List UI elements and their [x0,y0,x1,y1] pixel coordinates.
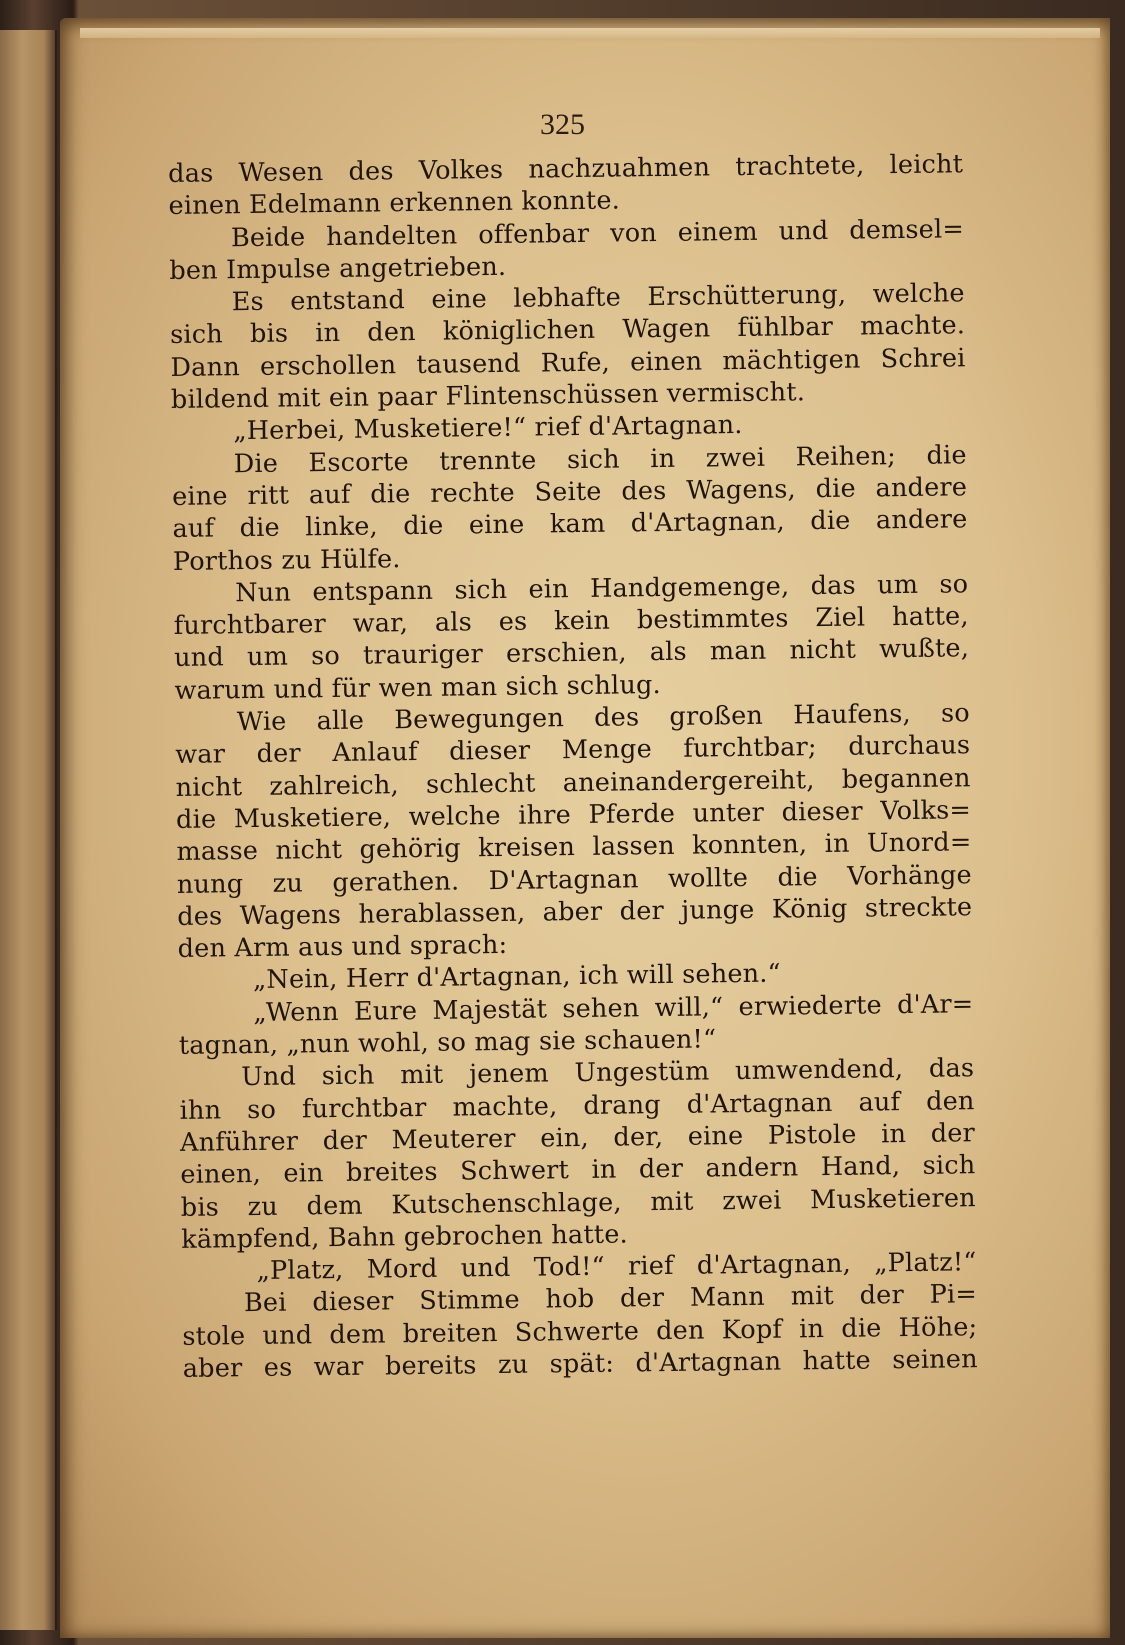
text-line: des Wagens herablassen, aber der junge König streckte [177,892,973,932]
text-line: aber es war bereits zu spät: d'Artagnan hatte seinen [182,1344,978,1384]
text-line: das Wesen des Volkes nachzuahmen trachtete, leicht [168,149,964,189]
text-line: einen Edelmann erkennen konnte. [168,185,621,222]
text-line: masse nicht gehörig kreisen lassen konnten, in Unord= [176,827,972,868]
text-line: und um so trauriger erschien, als man nicht wußte, [173,633,970,674]
text-line: Es entstand eine lebhafte Erschütterung, welche [231,278,965,318]
text-line: kämpfend, Bahn gebrochen hatte. [181,1219,629,1255]
text-line: tagnan, „nun wohl, so mag sie schauen!“ [178,1024,717,1061]
text-line: „Wenn Eure Majestät sehen will,“ erwiederte d'Ar= [253,988,974,1028]
facing-page-edge [0,30,57,1630]
text-line: Und sich mit jenem Ungestüm umwendend, das [241,1053,975,1093]
text-line: „Herbei, Musketiere!“ rief d'Artagnan. [233,410,743,447]
page-top-edge [80,28,1100,38]
text-line: nicht zahlreich, schlecht aneinandergereiht, begannen [175,762,971,803]
text-line: eine ritt auf die rechte Seite des Wagens, die andere [171,472,968,512]
text-line: furchtbarer war, als es kein bestimmtes Ziel hatte, [173,601,969,642]
page-number: 325 [540,108,585,141]
text-line: auf die linke, die eine kam d'Artagnan, die andere [172,504,968,545]
text-line: die Musketiere, welche ihre Pferde unter dieser Volks= [175,795,972,835]
text-line: war der Anlauf dieser Menge furchtbar; durchaus [175,730,971,771]
text-line: Porthos zu Hülfe. [172,543,401,577]
text-line: Die Escorte trennte sich in zwei Reihen; die [233,439,967,479]
text-line: bis zu dem Kutschenschlage, mit zwei Musketieren [180,1182,976,1223]
text-line: Anführer der Meuterer ein, der, eine Pistole in der [179,1118,976,1158]
text-line: „Nein, Herr d'Artagnan, ich will sehen.“ [252,958,782,996]
text-line: Dann erschollen tausend Rufe, einen mächtigen Schrei [170,343,966,383]
text-line: Nun entspann sich ein Handgemenge, das um so [235,569,969,609]
text-line: Wie alle Bewegungen des großen Haufens, so [236,698,971,738]
text-line: warum und für wen man sich schlug. [174,669,662,706]
text-line: bildend mit ein paar Flintenschüssen vermischt. [170,377,806,416]
text-line: einen, ein breites Schwert in der andern Hand, sich [180,1150,976,1191]
text-line: ben Impulse angetrieben. [169,251,507,286]
page-body-text [168,148,978,1385]
text-line: Beide handelten offenbar von einem und demsel= [230,213,965,253]
text-line: „Platz, Mord und Tod!“ rief d'Artagnan, „Platz!“ [256,1247,977,1287]
text-line: Bei dieser Stimme hob der Mann mit der Pi= [243,1279,978,1319]
text-line: sich bis in den königlichen Wagen fühlbar machte. [169,310,966,351]
text-line: ihn so furchtbar machte, drang d'Artagnan auf den [179,1085,975,1126]
text-line: stole und dem breiten Schwerte den Kopf in die Höhe; [182,1311,978,1352]
text-line: nung zu gerathen. D'Artagnan wollte die Vorhänge [176,859,972,900]
text-line: den Arm aus und sprach: [177,930,508,965]
